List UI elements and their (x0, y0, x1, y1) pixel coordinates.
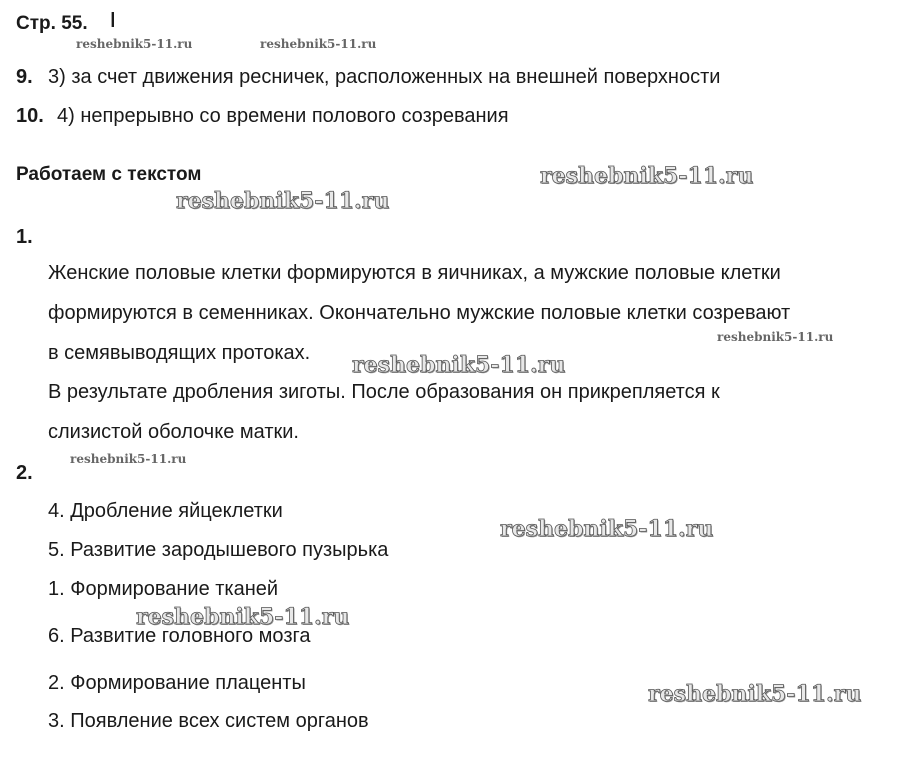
answer-number: 10. (16, 105, 44, 127)
text-line: формируются в семенниках. Окончательно мужские половые клетки созревают (48, 302, 791, 324)
answer-number: 9. (16, 66, 33, 88)
watermark: reshebnik5-11.ru (648, 681, 862, 707)
question-number: 2. (16, 462, 33, 484)
watermark: reshebnik5-11.ru (70, 452, 187, 466)
list-item: 2. Формирование плаценты (48, 672, 306, 694)
section-title: Работаем с текстом (16, 164, 202, 185)
watermark: reshebnik5-11.ru (540, 163, 754, 189)
watermark: reshebnik5-11.ru (176, 188, 390, 214)
text-line: в семявыводящих протоках. (48, 342, 311, 364)
watermark: reshebnik5-11.ru (136, 604, 350, 630)
watermark: reshebnik5-11.ru (500, 516, 714, 542)
text-line: В результате дробления зиготы. После образования он прикрепляется к (48, 381, 720, 403)
list-item: 4. Дробление яйцеклетки (48, 500, 283, 522)
cursor-mark: ǀ (110, 10, 116, 32)
list-item: 1. Формирование тканей (48, 578, 279, 600)
list-item: 5. Развитие зародышевого пузырька (48, 539, 389, 561)
watermark: reshebnik5-11.ru (352, 352, 566, 378)
page-label: Стр. 55. (16, 13, 88, 34)
watermark: reshebnik5-11.ru (717, 330, 834, 344)
question-number: 1. (16, 226, 33, 248)
text-line: слизистой оболочке матки. (48, 421, 299, 443)
list-item: 6. Развитие головного мозга (48, 625, 311, 647)
watermark: reshebnik5-11.ru (76, 37, 193, 51)
answer-text: 3) за счет движения ресничек, расположенных на внешней поверхности (48, 66, 721, 88)
watermark: reshebnik5-11.ru (260, 37, 377, 51)
answer-text: 4) непрерывно со времени полового созревания (57, 105, 509, 127)
text-line: Женские половые клетки формируются в яичниках, а мужские половые клетки (48, 262, 781, 284)
list-item: 3. Появление всех систем органов (48, 710, 369, 732)
